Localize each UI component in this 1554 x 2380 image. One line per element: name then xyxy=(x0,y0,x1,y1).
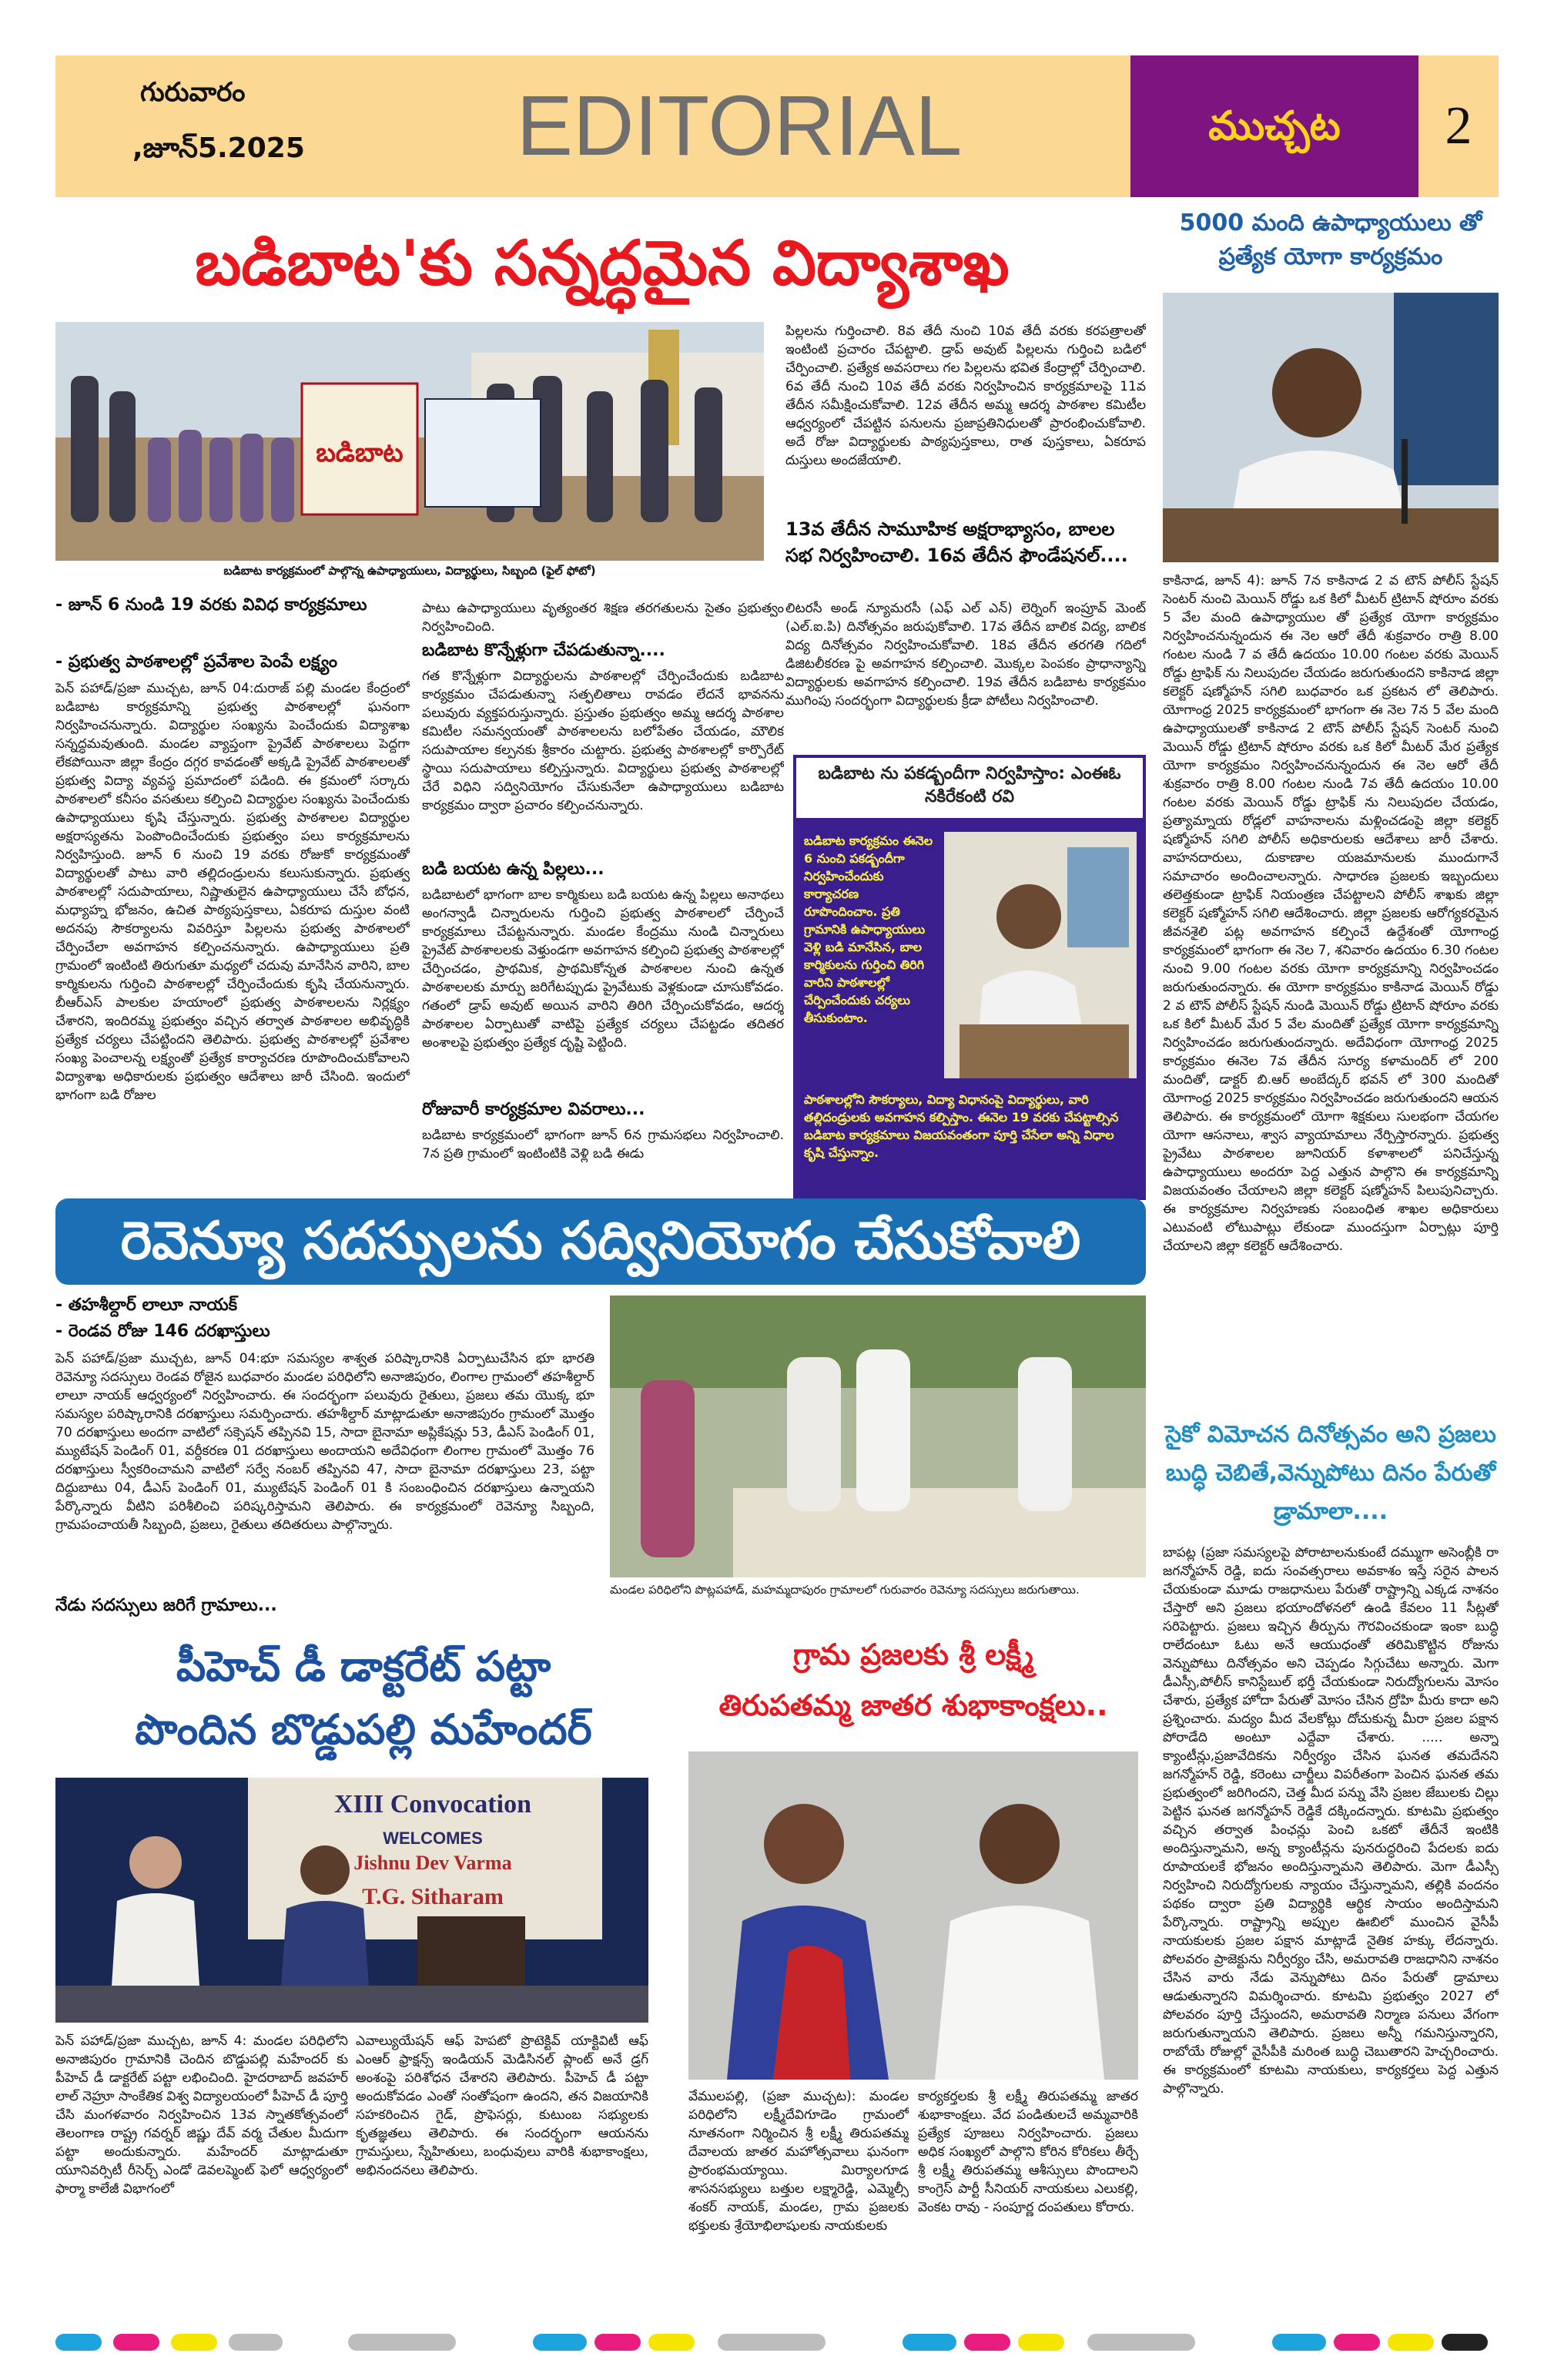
revenue-photo xyxy=(610,1296,1146,1577)
jathara-headline-line-2: తిరుపతమ్మ జాతర శుభాకాంక్షలు.. xyxy=(718,1688,1108,1722)
badibata-column-2a: పాటు ఉపాధ్యాయులు వృత్యంతర శిక్షణ తరగతులను సైతం ప్రభుత్వం నిర్వహించింది. xyxy=(422,601,784,635)
badibata-photo xyxy=(55,322,764,561)
registration-bar-6 xyxy=(533,2334,587,2351)
phd-headline-line-2: పొందిన బొడ్డుపల్లి మహేందర్ xyxy=(135,1705,592,1754)
phd-headline-line-1: పీహెచ్ డీ డాక్టరేట్ పట్టా xyxy=(176,1642,551,1691)
registration-bar-3 xyxy=(171,2334,217,2351)
convocation-banner-welcomes: WELCOMES xyxy=(383,1829,483,1848)
phd-convocation-photo xyxy=(55,1778,648,2023)
badibata-column-2-subhead-a: బడిబాట కొన్నేళ్లుగా చేపడుతున్నా.... xyxy=(422,641,665,660)
masthead-day: గురువారం xyxy=(140,77,246,108)
badibata-subhead-2: - ప్రభుత్వ పాఠశాలల్లో ప్రవేశాల పెంపే లక్ష్యం xyxy=(55,652,337,672)
convocation-banner-title: XIII Convocation xyxy=(334,1790,531,1819)
masthead-date-block xyxy=(55,55,348,197)
meo-quote-box xyxy=(793,755,1146,1200)
revenue-headline: రెవెన్యూ సదస్సులను సద్వినియోగం చేసుకోవాలి xyxy=(55,1198,1146,1285)
couple-portrait-illustration xyxy=(688,1751,1138,2080)
registration-bar-8 xyxy=(648,2334,695,2351)
registration-bar-1 xyxy=(55,2334,102,2351)
badibata-column-1: పెన్ పహాడ్/ప్రజా ముచ్చట, జూన్ 04:దురాజ్ పల్లి మండల కేంద్రంలో బడిబాట కార్యక్రమాన్ని ప్రభుత్వ పాఠశాలల్లో ఘనంగా నిర్వహించనున్నారు. విద్యార్థుల సంఖ్యను పెంచేందుకు విద్యాశాఖ సన్నద్ధమవుతుంది. మండల వ్యాప్తంగా ప్రైవేట్ పాఠశాలలు పెద్దగా లేకపోయినా జిల్లా కేంద్రం దగ్గర కావడంతో అక్కడి ప్రైవేట్ పాఠశాలలతో ప్రభుత్వ విద్యా వ్యవస్థ ప్రమాదంలో పడింది. ఈ క్రమంలో సర్కారు పాఠశాలలో కనీసం వసతులు కల్పించి విద్యార్థుల సంఖ్యను పెంచేందుకు ఉపాధ్యాయులు కృషి చేస్తున్నారు. ప్రభుత్వ పాఠశాలల విద్యార్థుల అక్షరాస్యతను పెంపొందించేందుకు ప్రభుత్వం పలు కార్యక్రమాలను నిర్వహిస్తుంది. జూన్ 6 నుంచి 19 వరకు రోజుకో కార్యక్రమంతో విద్యార్థులతో పాటు వారి తల్లిదండ్రులను కలుసుకున్నారు. ప్రభుత్వ పాఠశాలల్లో సదుపాయాలు, నిష్ణాతులైన ఉపాధ్యాయులు చేసే బోధన, మధ్యాహ్న భోజనం, ఉచిత పాఠ్యపుస్తకాలు, ఏకరూప దుస్తుల వంటి అదనపు సౌకర్యాలను వివరిస్తూ పిల్లలను ప్రభుత్వ పాఠశాలలో చేర్పించేలా అవగాహన కల్పించనున్నారు. ఉపాధ్యాయులు ప్రతి గ్రామంలో ఇంటింటి తిరుగుతూ మధ్యలో చదువు మానేసిన వారిని, బాల కార్మికులను గుర్తించి పాఠశాలల్లో చేర్పించేందుకు కృషి చేయనున్నారు. బీఆర్ఎస్ పాలకుల హయాంలో ప్రభుత్వ పాఠశాలలను నిర్లక్ష్యం చేశారని, ఇందిరమ్మ ప్రభుత్వం వచ్చిన తర్వాత పాఠశాలల అభివృద్ధికి ప్రత్యేక చర్యలు చేపట్టిందని తెలిపారు. ప్రభుత్వ పాఠశాలల్లో ప్రవేశాల సంఖ్య పెంచాలన్న లక్ష్యంతో ప్రత్యేక కార్యాచరణ రూపొందించుకోవాలని విద్యాశాఖ అధికారులకు ప్రభుత్వం ఆదేశాలు జారీ చేసింది. ఇందులో భాగంగా బడి రోజుల xyxy=(55,681,410,1103)
badibata-column-2d: బడిబాట కార్యక్రమంలో భాగంగా జూన్ 6న గ్రామసభలు నిర్వహించాలి. 7న ప్రతి గ్రామంలో ఇంటింటికి వెళ్లి బడి ఈడు xyxy=(422,1128,784,1162)
badibata-column-2-subhead-c: రోజువారీ కార్యక్రమాల వివరాలు... xyxy=(422,1100,645,1119)
badibata-right-text: పిల్లలను గుర్తించాలి. 8వ తేదీ నుంచి 10వ తేదీ వరకు కరపత్రాలతో ఇంటింటి ప్రచారం చేపట్టాలి. డ్రాప్ అవుట్ పిల్లలను గుర్తించి బడిలో చేర్పించాలి. ప్రత్యేక అవసరాలు గల పిల్లలను భవిత కేంద్రాల్లో చేర్పించాలి. 6వ తేదీ నుంచి 10వ తేదీ వరకు నిర్వహించిన కార్యక్రమాలపై 11వ తేదీన సమీక్షించుకోవాలి. 12వ తేదీన అమ్మ ఆదర్శ పాఠశాల కమిటీల ఆధ్వర్యంలో చేపట్టిన పనులను ప్రజాప్రతినిధులతో ప్రారంభించుకోవాలి. అదే రోజు విద్యార్థులకు పాఠ్యపుస్తకాలు, రాత పుస్తకాలు, ఏకరూప దుస్తులు అందజేయాలి. xyxy=(785,323,1146,468)
registration-bar-17 xyxy=(1442,2334,1488,2351)
meo-box-side-text: బడిబాట కార్యక్రమం ఈనెల 6 నుంచి పకడ్బందీగా నిర్వహించేందుకు కార్యాచరణ రూపొందించాం. ప్రతి గ్రామానికి ఉపాధ్యాయులు వెళ్లి బడి మానేసిన, బాల కార్మికులను గుర్తించి తిరిగి వారిని పాఠశాలల్లో చేర్పించేందుకు చర్యలు తీసుకుంటాం. xyxy=(804,833,933,1025)
psycho-headline: సైకో విమోచన దినోత్సవం అని ప్రజలు బుద్ధి చెబితే,వెన్నుపోటు దినం పేరుతో డ్రామాలా.... xyxy=(1165,1421,1496,1525)
badibata-column-2b: గత కొన్నేళ్లుగా విద్యార్థులను పాఠశాలల్లో చేర్పించేందుకు బడిబాట కార్యక్రమం చేపడుతున్నా సత్ఫలితాలు రావడం లేదనే భావనను పలువురు వ్యక్తపరుస్తున్నారు. ప్రస్తుతం ప్రభుత్వం అమ్మ ఆదర్శ పాఠశాల కమిటీల సమన్వయంతో పాఠశాలలను బలోపేతం చేయడం, మౌలిక సదుపాయాల కల్పనకు శ్రీకారం చుట్టారు. ప్రభుత్వ పాఠశాలల్లో కార్పొరేట్ స్థాయి సదుపాయాలు కల్పిస్తున్నారు. విద్యార్థులు ప్రభుత్వ పాఠశాలల్లో చేరే విధిని సద్వినియోగం చేసుకునేలా ఉపాధ్యాయులు బడిబాట కార్యక్రమం ద్వారా ప్రచారం కల్పించనున్నారు. xyxy=(422,669,784,813)
masthead xyxy=(55,55,1499,197)
revenue-photo-caption: మండల పరిధిలోని పొట్లపహాడ్, మహమ్మదాపురం గ్రామాలలో గురువారం రెవెన్యూ సదస్సులు జరుగుతాయి. xyxy=(610,1583,1080,1597)
convocation-banner-name-1: Jishnu Dev Varma xyxy=(353,1852,512,1874)
print-registration-strip xyxy=(55,2334,1499,2357)
phd-column-2: ఎవాల్యుయేషన్ ఆఫ్ హెపటో ప్రొటెక్టివ్ యాక్టివిటీ ఆఫ్ ఎంఆర్ ఫ్రాక్షన్స్ ఇండియన్ మెడిసినల్ ప్లాంట్ అనే డ్రగ్ అంశంపై పరిశోధన చేశారని తెలిపారు. పీహెచ్ డీ పట్టా అందుకోవడం ఎంతో సంతోషంగా ఉందని, తన విజయానికి సహకరించిన గైడ్, ప్రొఫెసర్లు, కుటుంబ సభ్యులకు కృతజ్ఞతలు తెలిపారు. ఈ సందర్భంగా ఆయనను గ్రామస్తులు, స్నేహితులు, బంధువులు వారికి శుభాకాంక్షలు, అభినందనలు తెలిపారు. xyxy=(356,2033,648,2178)
page-number: 2 xyxy=(1445,96,1472,156)
revenue-subhead-1: - తహశీల్దార్ లాలూ నాయక్ xyxy=(55,1296,238,1315)
psycho-article-text: బాపట్ల (ప్రజా సమస్యలపై పోరాటాలనుకుంటే దమ్ముగా అసెంబ్లీకి రా జగన్మోహన్ రెడ్డి, ఐదు సంవత్సరాలు అవకాశం ఇస్తే సరైన పాలన చేయకుండా మూడు రాజధానులు పేరుతో రాష్ట్రాన్ని ఎక్కడ నాశనం చేస్తారో అని ప్రజలు భయాందోళనలో ఉండి కేవలం 11 సీట్లతో సరిపెట్టారు. ప్రజలు ఇచ్చిన తీర్పును గౌరవించకుండా ఇంకా బుద్ధి రాలేదంటూ ఓటు అనే ఆయుధంతో తరిమికొట్టిన రోజును వెన్నుపోటు దినోత్సవం అని చెప్పడం సిగ్గుచేటు అన్నారు. మెగా డీఎస్సీ,పోలీస్ కానిస్టేబుల్ భర్తీ చేయకుండా నిరుద్యోగులను మోసం చేశారు, ప్రత్యేక హోదా పేరుతో మోసం చేసిన ద్రోహి మీరు కాదా అని ప్రశ్నించారు. మద్యం మీద వేలకోట్లు దోచుకున్న మీరా ప్రజల పక్షాన పోరాడేది అంటూ ఎద్దేవా చేశారు. ..... అన్నా క్యాంటీన్లు,ప్రజావేదికను నిర్వీర్యం చేసిన ఘనత తమదేనని జగన్మోహన్ రెడ్డి, కరెంటు చార్జీలు విపరీతంగా పెంచిన ఘనత తమ ప్రభుత్వంలో జరిగిందని, చెత్త మీద పన్ను వేసి ప్రజల జేబులకు చిల్లు పెట్టిన ఘనత జగన్మోహన్ రెడ్డికే దక్కిందన్నారు. కూటమి ప్రభుత్వం వచ్చిన తర్వాత పింఛన్లు పెంచి ఒకటో తేదీనే ఇంటికి అందిస్తున్నామని, అన్న క్యాంటీన్లను పునరుద్ధరించి పేదలకు ఐదు రూపాయలకే భోజనం అందిస్తున్నామని తెలిపారు. మెగా డీఎస్సీ నిర్వహించి నిరుద్యోగులకు న్యాయం చేస్తున్నామని, తల్లికి వందనం పథకం ద్వారా ప్రతి విద్యార్థికి ఆర్థిక సాయం అందిస్తామని పేర్కొన్నారు. రాష్ట్రాన్ని అప్పుల ఊబిలో ముంచిన వైసీపీ నాయకులకు ప్రజల పక్షాన మాట్లాడే నైతిక హక్కు లేదన్నారు. పోలవరం ప్రాజెక్టును నిర్వీర్యం చేసి, అమరావతి రాజధానిని నాశనం చేసిన వారు నేడు వెన్నుపోటు దినం పేరుతో డ్రామాలు ఆడుతున్నారని విమర్శించారు. కూటమి ప్రభుత్వం 2027 లో పోలవరం పూర్తి చేస్తుందని, అమరావతి నిర్మాణ పనులు వేగంగా జరుగుతున్నాయని తెలిపారు. ప్రజలు అన్నీ గమనిస్తున్నారని, రాబోయే రోజుల్లో వైసీపీకి మరింత బుద్ధి చెబుతారని హెచ్చరించారు. ఈ కార్యక్రమంలో కూటమి నాయకులు, కార్యకర్తలు పెద్ద ఎత్తున పాల్గొన్నారు. xyxy=(1163,1545,1499,2097)
registration-bar-10 xyxy=(903,2334,956,2351)
registration-bar-12 xyxy=(1018,2334,1064,2351)
meo-photo xyxy=(944,832,1137,1078)
registration-bar-16 xyxy=(1388,2334,1434,2351)
badibata-photo-caption: బడిబాట కార్యక్రమంలో పాల్గొన్న ఉపాధ్యాయులు, విద్యార్థులు, సిబ్బంది (ఫైల్ ఫోటో) xyxy=(223,564,596,578)
convocation-banner-name-2: T.G. Sitharam xyxy=(362,1884,504,1909)
registration-bar-4 xyxy=(229,2334,283,2351)
revenue-subhead-2: - రెండవ రోజు 146 దరఖాస్తులు xyxy=(55,1322,270,1341)
registration-bar-15 xyxy=(1334,2334,1380,2351)
registration-bar-7 xyxy=(594,2334,641,2351)
meo-box-bottom-text: పాఠశాలల్లోని సౌకర్యాలు, విద్యా విధానంపై విద్యార్థులు, వారి తల్లిదండ్రులకు అవగాహన కల్పిస్తాం. ఈనెల 19 వరకు చేపట్టాల్సిన బడిబాట కార్యక్రమాలు విజయవంతంగా పూర్తి చేసేలా అన్ని విధాల కృషి చేస్తున్నాం. xyxy=(804,1092,1119,1160)
badibata-banner-text: బడిబాట xyxy=(316,437,404,468)
meo-box-title: బడిబాట ను పకడ్బందీగా నిర్వహిస్తాం: ఎంఈఓ నకిరేకంటి రవి xyxy=(793,755,1146,821)
meo-portrait-illustration xyxy=(944,832,1137,1078)
registration-bar-14 xyxy=(1272,2334,1326,2351)
registration-bar-5 xyxy=(348,2334,456,2351)
masthead-date: ,జూన్5.2025 xyxy=(132,132,305,164)
badibata-right-subhead: 13వ తేదీన సామూహిక అక్షరాభ్యాసం, బాలల సభ నిర్వహించాలి. 16వ తేదీన ఫౌండేషనల్.... xyxy=(785,518,1128,566)
badibata-subhead-1: - జూన్ 6 నుండి 19 వరకు వివిధ కార్యక్రమాలు xyxy=(55,595,367,615)
phd-column-1: పెన్ పహాడ్/ప్రజా ముచ్చట, జూన్ 4: మండల పరిధిలోని అనాజిపురం గ్రామానికి చెందిన బొడ్డుపల్లి మహేందర్ కు పీహెచ్ డీ డాక్టరేట్ పట్టా లభించింది. హైదరాబాద్ జవహర్ లాల్ నెహ్రూ సాంకేతిక విశ్వ విద్యాలయంలో పీహెచ్ డీ పూర్తి చేసి మంగళవారం నిర్వహించిన 13వ స్నాతకోత్సవంలో తెలంగాణ రాష్ట్ర గవర్నర్ జిష్ణు దేవ్ వర్మ చేతుల మీదుగా పట్టా అందుకున్నారు. మహేందర్ మాట్లాడుతూ యూనివర్సిటీ రీసెర్చ్ ఎండో డెవలప్మెంట్ ఫెలో ఆధ్వర్యంలో ఫార్మా కాలేజీ విభాగంలో xyxy=(55,2033,348,2197)
badibata-column-2c: బడిబాటలో భాగంగా బాల కార్మికులు బడి బయట ఉన్న పిల్లలు అనాథలు అంగన్వాడీ చిన్నారులను గుర్తించి ప్రభుత్వ పాఠశాలలో చేర్పించే కార్యక్రమాలు చేపట్టనున్నారు. మండల కేంద్రము నుండి చిన్నారులు ప్రైవేట్ పాఠశాలలకు వెళ్తుండగా అవగాహన కల్పించి ప్రభుత్వ పాఠశాలల్లో చేర్పించడం, ప్రాథమిక, ప్రాథమికోన్నత పాఠశాలల నుంచి ఉన్నత పాఠశాలలకు మార్పు జరిగేటప్పుడు ప్రైవేటుకు వెళ్లకుండా చూసుకోవడం. గతంలో డ్రాప్ అవుట్ అయిన వారిని తిరిగి చేర్పించుకోవడం, ఆదర్శ పాఠశాలల ఏర్పాటుతో వాటిపై ప్రత్యేక చర్యలు చేపట్టడం తదితర అంశాలపై ప్రభుత్వం ప్రత్యేక దృష్టి పెట్టింది. xyxy=(422,887,784,1051)
yoga-article-text: కాకినాడ, జూన్ 4): జూన్ 7న కాకినాడ 2 వ టౌన్ పోలీస్ స్టేషన్ సెంటర్ నుంచి మెయిన్ రోడ్డు ఒక కిలో మీటర్ ట్రిటాన్ షోరూం వరకు 5 వేల మంది ఉపాధ్యాయుల తో ప్రత్యేక యోగా కార్యక్రమం నిర్వహించనున్నందున ఈ నెల ఆరో తేదీ శుక్రవారం రాత్రి 8.00 గంటల నుండి 7 వ తేదీ ఉదయం 10.00 గంటల వరకు మెయిన్ రోడ్డు ట్రాఫిక్ ను నిలుపుదల చేయడం జరుగుతుందని కాకినాడ జిల్లా కలెక్టర్ షణ్మోహన్ సగిలి బుధవారం ఒక ప్రకటన లో తెలిపారు. యోగాంధ్ర 2025 కార్యక్రమంలో భాగంగా ఈ నెల 7న 5 వేల మంది ఉపాధ్యాయులతో కాకినాడ 2 టౌన్ పోలీస్ స్టేషన్ సెంటర్ నుంచి మెయిన్ రోడ్డు ట్రిటాన్ షోరూం వరకు ఒక కిలో మీటర్ మేర ప్రత్యేక యోగా కార్యక్రమం నిర్వహించనున్నందున ఈ నెల ఆరో తేదీ శుక్రవారం రాత్రి 8.00 గంటల నుండి 7వ తేదీ ఉదయం 10.00 గంటల వరకు మెయిన్ రోడ్డు ట్రాఫిక్ ను నిలుపుదల చేయడం, ప్రత్యామ్నాయ రోడ్లలో వాహనాలను మళ్లించడంపై జిల్లా కలెక్టర్ షణ్మోహన్ సగిలి పోలీస్ అధికారులకు ఆదేశాలు జారీ చేశారు. వాహనదారులు, దుకాణాల యజమానులకు ముందుగానే సమాచారం అందించాలన్నారు. సాధారణ ప్రజలకు ఇబ్బందులు తలెత్తకుండా ట్రాఫిక్ నియంత్రణ చేపట్టాలని పోలీస్ శాఖకు జిల్లా కలెక్టర్ షణ్మోహన్ సగిలి ఆదేశించారు. జిల్లా ప్రజలకు ఆరోగ్యకరమైన జీవనశైలి పట్ల అవగాహన కల్పించే ఉద్దేశంతో యోగాంధ్ర కార్యక్రమంలో భాగంగా ఈ నెల 7, శనివారం ఉదయం 6.30 గంటల నుంచి 9.00 గంటల వరకు యోగా కార్యక్రమాన్ని నిర్వహించడం జరుగుతుందన్నారు. ఈ యోగా కార్యక్రమం కాకినాడ మెయిన్ రోడ్డు 2 వ టౌన్ పోలీస్ స్టేషన్ నుండి మెయిన్ రోడ్డు ట్రిటాన్ షోరూం వరకు ఒక కిలో మీటర్ మేర 5 వేల మందితో ప్రత్యేక యోగా కార్యక్రమాన్ని నిర్వహించడం జరుగుతుందన్నారు. అదేవిధంగా యోగాంధ్ర 2025 కార్యక్రమం ఈనెల 7వ తేదీన సూర్య కళామందిర్ లో 200 మందితో, డాక్టర్ బి.ఆర్ అంబేద్కర్ భవన్ లో 300 మందితో యోగాంధ్ర 2025 కార్యక్రమం నిర్వహించడం జరుగుతుందని ఆయన తెలిపారు. ఈ కార్యక్రమంలో యోగా శిక్షకులు సులభంగా చేయగల యోగా ఆసనాలు, శ్వాస వ్యాయామాలు నేర్పిస్తారన్నారు. ప్రభుత్వ ప్రైవేటు పాఠశాలల జూనియర్ కళాశాలలో పనిచేస్తున్న ఉపాధ్యాయులు అందరూ పెద్ద ఎత్తున పాల్గొని ఈ కార్యక్రమాన్ని విజయవంతం చేయాలని జిల్లా కలెక్టర్ షణ్మోహన్ పిలుపునిచ్చారు. ఈ కార్యక్రమాల నిర్వహణకు సంబంధిత శాఖల అధికారులు ఎటువంటి లోటుపాట్లు లేకుండా ముందస్తుగా ఏర్పాట్లు పూర్తి చేయాలని జిల్లా కలెక్టర్ ఆదేశించారు. xyxy=(1163,573,1499,1254)
jathara-column-2: కార్యకర్తలకు శ్రీ లక్ష్మీ తిరుపతమ్మ జాతర శుభాకాంక్షలు. వేద పండితులచే అమ్మవారికి ప్రత్యేక పూజలు నిర్వహించారు. ప్రజలు అధిక సంఖ్యలో పాల్గొని కోరిన కోరికలు తీర్చే శ్రీ లక్ష్మీ తిరుపతమ్మ ఆశీస్సులు పొందాలని కాంగ్రెస్ పార్టీ సీనియర్ నాయకులు ఎలుకల్లి, వెంకట రావు - సంపూర్ణ దంపతులు కోరారు. xyxy=(918,2089,1138,2215)
jathara-column-1: వేములపల్లి, (ప్రజా ముచ్చట): మండల పరిధిలోని లక్ష్మీదేవిగూడెం గ్రామంలో నూతనంగా నిర్మించిన శ్రీ లక్ష్మీ తిరుపతమ్మ దేవాలయ జాతర మహోత్సవాలు ఘనంగా ప్రారంభమయ్యాయి. మిర్యాలగూడ శాసనసభ్యులు బత్తుల లక్ష్మారెడ్డి, ఎమ్మెల్సీ శంకర్ నాయక్, మండల, గ్రామ ప్రజలకు భక్తులకు శ్రేయోభిలాషులకు నాయకులకు xyxy=(688,2089,909,2234)
revenue-subhead-3: నేడు సదస్సులు జరిగే గ్రామాలు... xyxy=(55,1596,277,1615)
badibata-headline: బడిబాట'కు సన్నద్ధమైన విద్యాశాఖ xyxy=(195,227,1010,299)
newspaper-brand: ముచ్చట xyxy=(1130,55,1418,197)
badibata-column-2-subhead-b: బడి బయట ఉన్న పిల్లలు... xyxy=(422,860,605,879)
yoga-headline: 5000 మంది ఉపాధ్యాయులు తో ప్రత్యేక యోగా కార్యక్రమం xyxy=(1179,210,1482,270)
section-title: EDITORIAL xyxy=(516,79,963,173)
registration-bar-9 xyxy=(718,2334,826,2351)
registration-bar-11 xyxy=(964,2334,1010,2351)
revenue-article-text: పెన్ పహాడ్/ప్రజా ముచ్చట, జూన్ 04:భూ సమస్యల శాశ్వత పరిష్కారానికి ఏర్పాటుచేసిన భూ భారతి రెవెన్యూ సదస్సులు రెండవ రోజైన బుధవారం మండల పరిధిలోని అనాజిపురం, లింగాల గ్రామంలో తహశీల్దార్ లాలూ నాయక్ ఆధ్వర్యంలో నిర్వహించారు. ఈ సందర్భంగా పలువురు రైతులు, ప్రజలు తమ యొక్క భూ సమస్యల పరిష్కారానికి దరఖాస్తులు సమర్పించారు. తహశీల్దార్ మాట్లాడుతూ అనాజిపురం గ్రామంలో మొత్తం 70 దరఖాస్తులు అందగా వాటిలో సక్సెషన్ తప్పినవి 15, సాదా బైనామా అప్లికేషన్లు 53, డీఎస్ పెండింగ్ 01, మ్యుటేషన్ పెండింగ్ 01, వర్దీకరణ 01 దరఖాస్తులు అందాయని అదేవిధంగా లింగాల గ్రామంలో మొత్తం 76 దరఖాస్తులు స్వీకరించామని వాటిలో సర్వే నంబర్ తప్పినవి 47, సాదా బైనామా దరఖాస్తులు 23, పట్టా దిద్దుబాటు 04, డీఎస్ పెండింగ్ 01, మ్యుటేషన్ పెండింగ్ 01 కి సంబంధించిన దరఖాస్తులు ఉన్నాయని పేర్కొన్నారు వీటిని పరిశీలించి పరిష్కరిస్తామని తెలిపారు. ఈ కార్యక్రమంలో రెవెన్యూ సిబ్బంది, గ్రామపంచాయతీ సిబ్బంది, ప్రజలు, రైతులు తదితరులు పాల్గొన్నారు. xyxy=(55,1351,594,1533)
jathara-couple-photo xyxy=(688,1751,1138,2080)
collector-portrait-illustration xyxy=(1163,293,1499,562)
badibata-right-text-2: లిటరసీ అండ్ న్యూమరసీ (ఎఫ్ ఎల్ ఎన్) లెర్నింగ్ ఇంప్రూవ్ మెంట్ (ఎల్.ఐ.పి) దినోత్సవం జరుపుకోవాలి. 17వ తేదీన బాలిక విద్య, బాలిక విద్య దినోత్సవం నిర్వహించుకోవాలి. 18వ తేదీన తరగతి గదిలో డిజిటలీకరణ పై అవగాహన కల్పించాలి. మొక్కల పెంపకం ప్రాధాన్యాన్ని విద్యార్థులకు అవగాహన కల్పించాలి. 19వ తేదీన బడిబాట కార్యక్రమం ముగింపు సందర్భంగా విద్యార్థులకు క్రీడా పోటీలు నిర్వహించాలి. xyxy=(785,601,1146,709)
jathara-headline-line-1: గ్రామ ప్రజలకు శ్రీ లక్ష్మీ xyxy=(792,1638,1034,1671)
yoga-collector-photo xyxy=(1163,293,1499,562)
registration-bar-13 xyxy=(1087,2334,1195,2351)
registration-bar-2 xyxy=(113,2334,159,2351)
revenue-meeting-illustration xyxy=(610,1296,1146,1577)
